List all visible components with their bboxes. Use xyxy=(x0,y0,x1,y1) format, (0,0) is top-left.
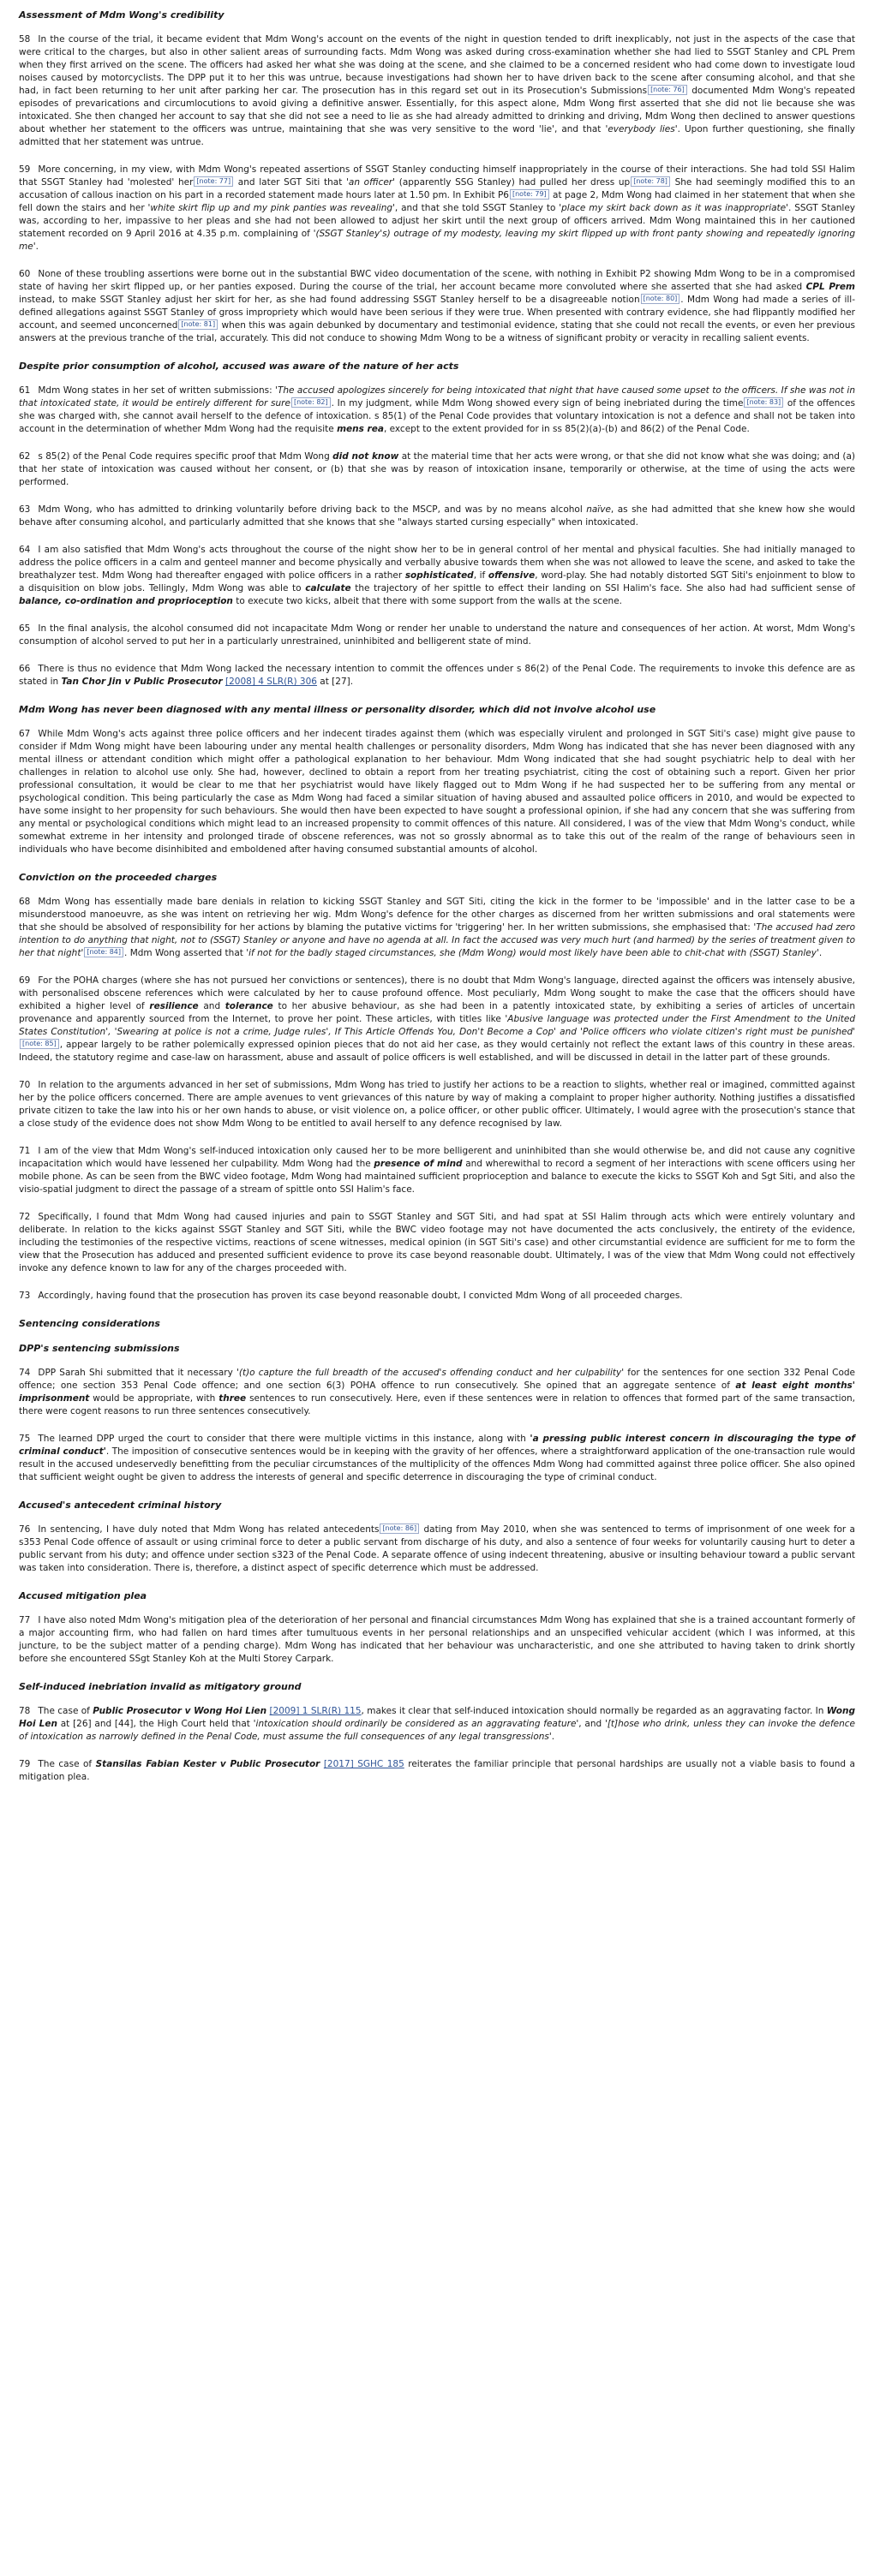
emphasized-text: Public Prosecutor v Wong Hoi Lien xyxy=(93,1706,267,1716)
section-heading: Self-induced inebriation invalid as mitigatory ground xyxy=(19,1681,302,1692)
paragraph-76: 76 In sentencing, I have duly noted that Mdm Wong has related antecedents [note: 86] dating from May 2010, when she was sentenced to terms of imprisonment of one week for a s353 Penal Code offence of assault or using criminal force to deter a public servant from discharge of his duty, and also a sentence of four weeks for voluntarily causing hurt to deter a public servant from his duty; and offence under section s323 of the Penal Code. A separate offence of using indecent threatening, abusive or insulting behaviour toward a public servant was taken into consideration. There is, therefore, a distinct aspect of specific deterrence which must be addressed. xyxy=(19,1524,855,1573)
emphasized-text: Stansilas Fabian Kester v Public Prosecutor xyxy=(95,1759,320,1769)
footnote-link[interactable]: [note: 82] xyxy=(291,397,331,408)
paragraph-number: 69 xyxy=(19,975,31,986)
quoted-text: '[t]hose who drink, unless they can invoke the defence of intoxication as narrowly defined in the Penal Code, must assume the full consequences of any legal transgressions' xyxy=(19,1719,856,1742)
paragraph-number: 71 xyxy=(19,1146,31,1156)
emphasized-text: 'a pressing public interest concern in discouraging the type of criminal conduct' xyxy=(19,1434,856,1457)
paragraph-number: 79 xyxy=(19,1759,31,1769)
paragraph-66: 66 There is thus no evidence that Mdm Wong lacked the necessary intention to commit the offences under s 86(2) of the Penal Code. The requirements to invoke this defence are as stated in Tan Chor Jin v Public Prosecutor [2008] 4 SLR(R) 306 at [27]. xyxy=(19,664,855,687)
quoted-text: 'place my skirt back down as it was inappropriate' xyxy=(559,203,789,213)
paragraph-61: 61 Mdm Wong states in her set of written submissions: 'The accused apologizes sincerely for being intoxicated that night that have caused some upset to the officers. If she was not in that intoxicated state, it would be entirely different for sure [note: 82] . In my judgment, while Mdm Wong showed every sign of being inebriated during the time [note: 83] of the offences she was charged with, she cannot avail herself to the defence of intoxication. s 85(1) of the Penal Code provides that voluntary intoxication is not a defence and shall not be taken into account in the determination of whether Mdm Wong had the requisite mens rea, except to the extent provided for in ss 85(2)(a)-(b) and 86(2) of the Penal Code. xyxy=(19,385,855,434)
section-heading: Assessment of Mdm Wong's credibility xyxy=(19,9,224,21)
quoted-text: 'an officer' xyxy=(346,177,396,188)
paragraph-71: 71 I am of the view that Mdm Wong's self-induced intoxication only caused her to be more belligerent and uninhibited than she would otherwise be, and did not cause any cognitive incapacitation which would have lessened her culpability. Mdm Wong had the presence of mind and wherewithal to record a segment of her interactions with scene officers using her mobile phone. As can be seen from the BWC video footage, Mdm Wong had maintained sufficient proprioception and balance to execute the kicks to SSGT Koh and Sgt Siti, and also the visio-spatial judgment to direct the passage of a stream of spittle onto SSI Halim's face. xyxy=(19,1146,855,1195)
emphasized-text: Wong Hoi Len xyxy=(19,1706,855,1729)
emphasized-text: mens rea xyxy=(337,424,384,434)
emphasized-text: three xyxy=(218,1393,247,1404)
emphasized-text: at least eight months' imprisonment xyxy=(19,1380,856,1404)
paragraph-number: 65 xyxy=(19,623,31,634)
emphasized-text: calculate xyxy=(305,583,351,593)
citation-link[interactable]: [2017] SGHC 185 xyxy=(323,1759,404,1769)
footnote-link[interactable]: [note: 79] xyxy=(510,189,549,200)
emphasized-text: presence of mind xyxy=(374,1159,463,1169)
paragraph-70: 70 In relation to the arguments advanced in her set of submissions, Mdm Wong has tried to justify her actions to be a reaction to slights, whether real or imagined, committed against her by the police officers concerned. There are ample avenues to vent grievances of this nature by way of making a complaint to proper higher authority. Nothing justifies a dissatisfied private citizen to take the law into his or her own hands to abuse, or visit violence on, a police officer, or other public officer. Ultimately, I would agree with the prosecution's stance that a close study of the evidence does not show Mdm Wong to be entitled to avail herself to any defence recognised by law. xyxy=(19,1080,855,1129)
quoted-text: 'white skirt flip up and my pink panties was revealing' xyxy=(147,203,395,213)
paragraph-number: 76 xyxy=(19,1524,31,1535)
paragraph-number: 72 xyxy=(19,1212,31,1222)
citation-link[interactable]: [2009] 1 SLR(R) 115 xyxy=(269,1706,362,1716)
quoted-text: 'if not for the badly staged circumstances, she (Mdm Wong) would most likely have been able to chit-chat with (SSGT) Stanley' xyxy=(246,948,819,958)
emphasized-text: did not know xyxy=(332,451,399,462)
paragraph-69: 69 For the POHA charges (where she has not pursued her convictions or sentences), there is no doubt that Mdm Wong's language, directed against the officers was intensely abusive, with personalised obscene references which were calculated by her to cause profound offence. Most peculiarly, Mdm Wong sought to make the case that the officers should have exhibited a higher level of resilience and tolerance to her abusive behaviour, as she had been in a patently intoxicated state, by exhibiting a series of articles of uncertain provenance and apparently sourced from the Internet, to prove her point. These articles, with titles like 'Abusive language was protected under the First Amendment to the United States Constitution', 'Swearing at police is not a crime, Judge rules', If This Article Offends You, Don't Become a Cop' and 'Police officers who violate citizen's right must be punished'[note: 85] , appear largely to be rather polemically expressed opinion pieces that do not aid her case, as they would certainly not reflect the extant laws of this country in these areas. Indeed, the statutory regime and case-law on harassment, abuse and assault of police officers is well established, and will be discussed in detail in the latter part of these grounds. xyxy=(19,975,855,1063)
paragraph-77: 77 I have also noted Mdm Wong's mitigation plea of the deterioration of her personal and financial circumstances Mdm Wong has explained that she is a trained accountant formerly of a major accounting firm, who had fallen on hard times after tumultuous events in her personal relationships and an unspecified vehicular accident (which I was informed, at this juncture, to be the subject matter of a pending charge). Mdm Wong has indicated that her behaviour was uncharacteristic, and one she attributed to having taken to drink shortly before she encountered SSgt Stanley Koh at the Multi Storey Carpark. xyxy=(19,1615,855,1664)
paragraph-63: 63 Mdm Wong, who has admitted to drinking voluntarily before driving back to the MSCP, and was by no means alcohol naïve, as she had admitted that she knew how she would behave after consuming alcohol, and particularly admitted that she knows that she "always started cursing especially" when intoxicated. xyxy=(19,504,855,528)
paragraph-number: 60 xyxy=(19,269,31,279)
paragraph-number: 62 xyxy=(19,451,31,462)
paragraph-number: 58 xyxy=(19,34,31,45)
paragraph-number: 78 xyxy=(19,1706,31,1716)
footnote-link[interactable]: [note: 86] xyxy=(380,1524,419,1534)
paragraph-number: 63 xyxy=(19,504,31,515)
quoted-text: 'The accused apologizes sincerely for being intoxicated that night that have caused some upset to the officers. If she was not in that intoxicated state, it would be entirely different for sure xyxy=(19,385,855,408)
paragraph-64: 64 I am also satisfied that Mdm Wong's acts throughout the course of the night show her to be in general control of her mental and physical faculties. She had initially managed to address the police officers in a calm and genteel manner and become physically and verbally abusive towards them when she was not allowed to leave the scene, and asked to take the breathalyzer test. Mdm Wong had thereafter engaged with police officers in a rather sophisticated, if offensive, word-play. She had notably distorted SGT Siti's enjoinment to blow to a disquisition on blow jobs. Tellingly, Mdm Wong was able to calculate the trajectory of her spittle to effect their landing on SSI Halim's face. She also had had sufficient sense of balance, co-ordination and proprioception to execute two kicks, albeit that there with some support from the walls at the scene. xyxy=(19,545,856,606)
footnote-link[interactable]: [note: 80] xyxy=(641,294,680,304)
footnote-link[interactable]: [note: 76] xyxy=(648,85,687,95)
paragraph-number: 67 xyxy=(19,729,31,739)
paragraph-78: 78 The case of Public Prosecutor v Wong Hoi Lien [2009] 1 SLR(R) 115, makes it clear that self-induced intoxication should normally be regarded as an aggravating factor. In Wong Hoi Len at [26] and [44], the High Court held that 'intoxication should ordinarily be considered as an aggravating feature', and '[t]hose who drink, unless they can invoke the defence of intoxication as narrowly defined in the Penal Code, must assume the full consequences of any legal transgressions'. xyxy=(19,1706,856,1742)
paragraph-74: 74 DPP Sarah Shi submitted that it necessary '(t)o capture the full breadth of the accused's offending conduct and her culpability' for the sentences for one section 332 Penal Code offence; one section 353 Penal Code offence; and one section 6(3) POHA offence to run consecutively. She opined that an aggregate sentence of at least eight months' imprisonment would be appropriate, with three sentences to run consecutively. Here, even if these sentences were in relation to offences that formed part of the same transaction, there were cogent reasons to run three sentences consecutively. xyxy=(19,1368,856,1416)
section-heading: Sentencing considerations xyxy=(19,1318,160,1329)
emphasized-text: sophisticated xyxy=(404,570,474,581)
quoted-text: 'The accused had zero intention to do anything that night, not to (SSGT) Stanley or anyone and have no agenda at all. In fact the accused was very much hurt (and harmed) by the series of treatment given to her that night' xyxy=(19,922,855,958)
paragraph-number: 75 xyxy=(19,1434,31,1444)
paragraph-65: 65 In the final analysis, the alcohol consumed did not incapacitate Mdm Wong or render her unable to understand the nature and consequences of her action. At worst, Mdm Wong's consumption of alcohol served to put her in a particularly unrestrained, uninhibited and belligerent state of mind. xyxy=(19,623,855,647)
paragraph-62: 62 s 85(2) of the Penal Code requires specific proof that Mdm Wong did not know at the material time that her acts were wrong, or that she did not know what she was doing; and (a) that her state of intoxication was caused without her consent, or (b) that she was by reason of intoxication insane, temporarily or otherwise, at the time of using the acts were performed. xyxy=(19,451,855,487)
paragraph-number: 77 xyxy=(19,1615,31,1625)
citation-link[interactable]: [2008] 4 SLR(R) 306 xyxy=(225,677,317,687)
section-heading: Conviction on the proceeded charges xyxy=(19,872,218,883)
paragraph-68: 68 Mdm Wong has essentially made bare denials in relation to kicking SSGT Stanley and SGT Siti, citing the kick in the former to be 'impossible' and in the latter case to be a misunderstood manoeuvre, as she was intent on retrieving her wig. Mdm Wong's defence for the other charges as discerned from her written submissions and oral statements were that she should be absolved of responsibility for her actions by blaming the putative victims for 'triggering' her. In her written submissions, she emphasised that: 'The accused had zero intention to do anything that night, not to (SSGT) Stanley or anyone and have no agenda at all. In fact the accused was very much hurt (and harmed) by the series of treatment given to her that night' [note: 84] . Mdm Wong asserted that 'if not for the badly staged circumstances, she (Mdm Wong) would most likely have been able to chit-chat with (SSGT) Stanley'. xyxy=(19,897,855,958)
paragraph-58: 58 In the course of the trial, it became evident that Mdm Wong's account on the events of the night in question tended to drift inexplicably, not just in the aspects of the case that were critical to the charges, but also in other salient areas of surrounding facts. Mdm Wong was asked during cross-examination whether she had lied to SSGT Stanley and CPL Prem when they first arrived on the scene. The officers had asked her what she was doing at the scene, and she claimed to be a concerned resident who had come down to investigate loud noises caused by motorcyclists. The DPP put it to her this was untrue, because investigations had shown her to have driven back to the scene after consuming alcohol, and that she had, in fact been returning to her unit after parking her car. The prosecution has in this regard set out in its Prosecution's Submissions [note: 76] documented Mdm Wong's repeated episodes of prevarications and circumlocutions to avoid giving a definitive answer. Essentially, for this aspect alone, Mdm Wong first asserted that she did not lie because she was intoxicated. She then changed her account to say that she did not see a need to lie as she had already admitted to drinking and driving, Mdm Wong then declined to answer questions about whether her statement to the officers was untrue, maintaining that she was very sensitive to the word 'lie', and that 'everybody lies'. Upon further questioning, she finally admitted that her statement was untrue. xyxy=(19,34,855,147)
paragraph-number: 61 xyxy=(19,385,31,396)
paragraph-number: 73 xyxy=(19,1291,31,1301)
paragraph-number: 68 xyxy=(19,897,31,907)
paragraph-number: 70 xyxy=(19,1080,31,1090)
emphasized-text: balance, co-ordination and proprioception xyxy=(19,596,233,606)
paragraph-72: 72 Specifically, I found that Mdm Wong had caused injuries and pain to SSGT Stanley and SGT Siti, and had spat at SSI Halim through acts which were entirely voluntary and deliberate. In relation to the kicks against SSGT Stanley and SGT Siti, while the BWC video footage may not have documented the acts conclusively, the entirety of the evidence, including the testimonies of the respective victims, reactions of scene witnesses, medical opinion (in SGT Siti's case) and other circumstantial evidence are sufficient for me to form the view that the Prosecution has adduced and presented sufficient evidence to prove its case beyond reasonable doubt. Ultimately, I was of the view that Mdm Wong could not effectively invoke any defence known to law for any of the charges proceeded with. xyxy=(19,1212,855,1273)
emphasized-text: tolerance xyxy=(224,1001,273,1011)
footnote-link[interactable]: [note: 85] xyxy=(20,1039,59,1049)
quoted-text: '(SSGT Stanley's) outrage of my modesty, leaving my skirt flipped up with front panty showing and repeatedly ignoring me' xyxy=(19,229,855,252)
footnote-link[interactable]: [note: 83] xyxy=(744,397,783,408)
paragraph-73: 73 Accordingly, having found that the prosecution has proven its case beyond reasonable doubt, I convicted Mdm Wong of all proceeded charges. xyxy=(19,1291,683,1301)
paragraph-number: 64 xyxy=(19,545,31,555)
quoted-text: 'intoxication should ordinarily be considered as an aggravating feature' xyxy=(253,1719,579,1729)
section-heading: DPP's sentencing submissions xyxy=(19,1343,180,1354)
footnote-link[interactable]: [note: 84] xyxy=(84,947,123,957)
paragraph-60: 60 None of these troubling assertions were borne out in the substantial BWC video documentation of the scene, with nothing in Exhibit P2 showing Mdm Wong to be in a compromised state of having her skirt flipped up, or her panties exposed. During the course of the trial, her account became more convoluted where she asserted that she had asked CPL Prem instead, to make SSGT Stanley adjust her skirt for her, as she had found addressing SSGT Stanley herself to be a disagreeable notion [note: 80] . Mdm Wong had made a series of ill-defined allegations against SSGT Stanley of gross impropriety which would have been serious if they were true. When presented with contrary evidence, she had flippantly modified her account, and seemed unconcerned [note: 81] when this was again debunked by documentary and testimonial evidence, stating that she could not recall the events, or even her previous answers at the previous tranche of the trial, accurately. This did not conduce to showing Mdm Wong to be a witness of significant probity or veracity in recalling salient events. xyxy=(19,269,855,343)
paragraph-59: 59 More concerning, in my view, with Mdm Wong's repeated assertions of SSGT Stanley conducting himself inappropriately in the course of their interactions. She had told SSI Halim that SSGT Stanley had 'molested' her [note: 77] and later SGT Siti that 'an officer' (apparently SSG Stanley) had pulled her dress up [note: 78] She had seemingly modified this to an accusation of callous inaction on his part in a recorded statement made hours later at 1.50 pm. In Exhibit P6 [note: 79] at page 2, Mdm Wong had claimed in her statement that when she fell down the stairs and her 'white skirt flip up and my pink panties was revealing', and that she told SSGT Stanley to 'place my skirt back down as it was inappropriate'. SSGT Stanley was, according to her, impassive to her pleas and she had not been allowed to adjust her skirt until the next group of officers arrived. Mdm Wong maintained this in her cautioned statement recorded on 9 April 2016 at 4.35 p.m. complaining of '(SSGT Stanley's) outrage of my modesty, leaving my skirt flipped up with front panty showing and repeatedly ignoring me'. xyxy=(19,164,856,252)
emphasized-text: Tan Chor Jin v Public Prosecutor xyxy=(61,677,223,687)
emphasized-text: CPL Prem xyxy=(805,282,855,292)
section-heading: Accused's antecedent criminal history xyxy=(19,1500,222,1511)
footnote-link[interactable]: [note: 81] xyxy=(178,319,218,330)
paragraph-number: 66 xyxy=(19,664,31,674)
quoted-text: 'Abusive language was protected under the First Amendment to the United States Constitution', 'Swearing at police is not a crime, Judge rules', If This Article Offends You, Don't Become a Cop' and 'Police officers who violate citizen's right must be punished' xyxy=(19,1014,855,1037)
quoted-text: naïve xyxy=(586,504,611,515)
footnote-link[interactable]: [note: 77] xyxy=(194,176,233,187)
section-heading: Accused mitigation plea xyxy=(19,1590,147,1601)
quoted-text: 'everybody lies' xyxy=(605,124,678,134)
paragraph-number: 59 xyxy=(19,164,31,175)
paragraph-75: 75 The learned DPP urged the court to consider that there were multiple victims in this instance, along with 'a pressing public interest concern in discouraging the type of criminal conduct'. The imposition of consecutive sentences would be in keeping with the gravity of her offences, where a straightforward application of the one-transaction rule would result in the accused undeservedly benefitting from the peculiar circumstances of the multiplicity of the offences Mdm Wong had committed against three police officer. She also opined that sufficient weight ought be given to address the interests of general and specific deterrence in discouraging the type of criminal conduct. xyxy=(19,1434,856,1482)
quoted-text: '(t)o capture the full breadth of the accused's offending conduct and her culpability' xyxy=(236,1368,625,1378)
paragraph-67: 67 While Mdm Wong's acts against three police officers and her indecent tirades against them (which was especially virulent and prolonged in SGT Siti's case) might give pause to consider if Mdm Wong might have been labouring under any mental health challenges or personality disorders, Mdm Wong has indicated that she has never been diagnosed with any mental illness or attendant condition which might offer a pathological explanation to her behaviour. Mdm Wong indicated that she had sought psychiatric help to deal with her challenges in relation to alcohol use only. She had, however, declined to obtain a report from her treating psychiatrist, citing the cost of obtaining such a report. Given her prior professional consultation, it would be clear to me that her psychiatrist would have likely flagged out to Mdm Wong if he had suspected her to be suffering from any mental or psychological condition. This being particularly the case as Mdm Wong had faced a similar situation of having abused and assaulted police officers in 2010, and would be expected to have some insight to her propensity for such behaviours. She would then have been expected to have sought a professional opinion, if she had any concern that she was suffering from any mental or psychological conditions which might lead to an increased propensity to commit offences of this nature. All considered, I was of the view that Mdm Wong's conduct, while somewhat extreme in her intensity and prolonged tirade of obscene references, was not so grossly abnormal as to take this out of the realm of the range of behaviours seen in individuals who have become disinhibited and emboldened after having consumed substantial amounts of alcohol. xyxy=(19,729,855,855)
paragraph-number: 74 xyxy=(19,1368,31,1378)
footnote-link[interactable]: [note: 78] xyxy=(631,176,670,187)
emphasized-text: offensive xyxy=(488,570,536,581)
section-heading: Mdm Wong has never been diagnosed with any mental illness or personality disorder, which did not involve alcohol use xyxy=(19,704,656,715)
paragraph-79: 79 The case of Stansilas Fabian Kester v Public Prosecutor [2017] SGHC 185 reiterates the familiar principle that personal hardships are usually not a viable basis to found a mitigation plea. xyxy=(19,1759,855,1782)
section-heading: Despite prior consumption of alcohol, accused was aware of the nature of her acts xyxy=(19,361,459,372)
emphasized-text: resilience xyxy=(149,1001,199,1011)
